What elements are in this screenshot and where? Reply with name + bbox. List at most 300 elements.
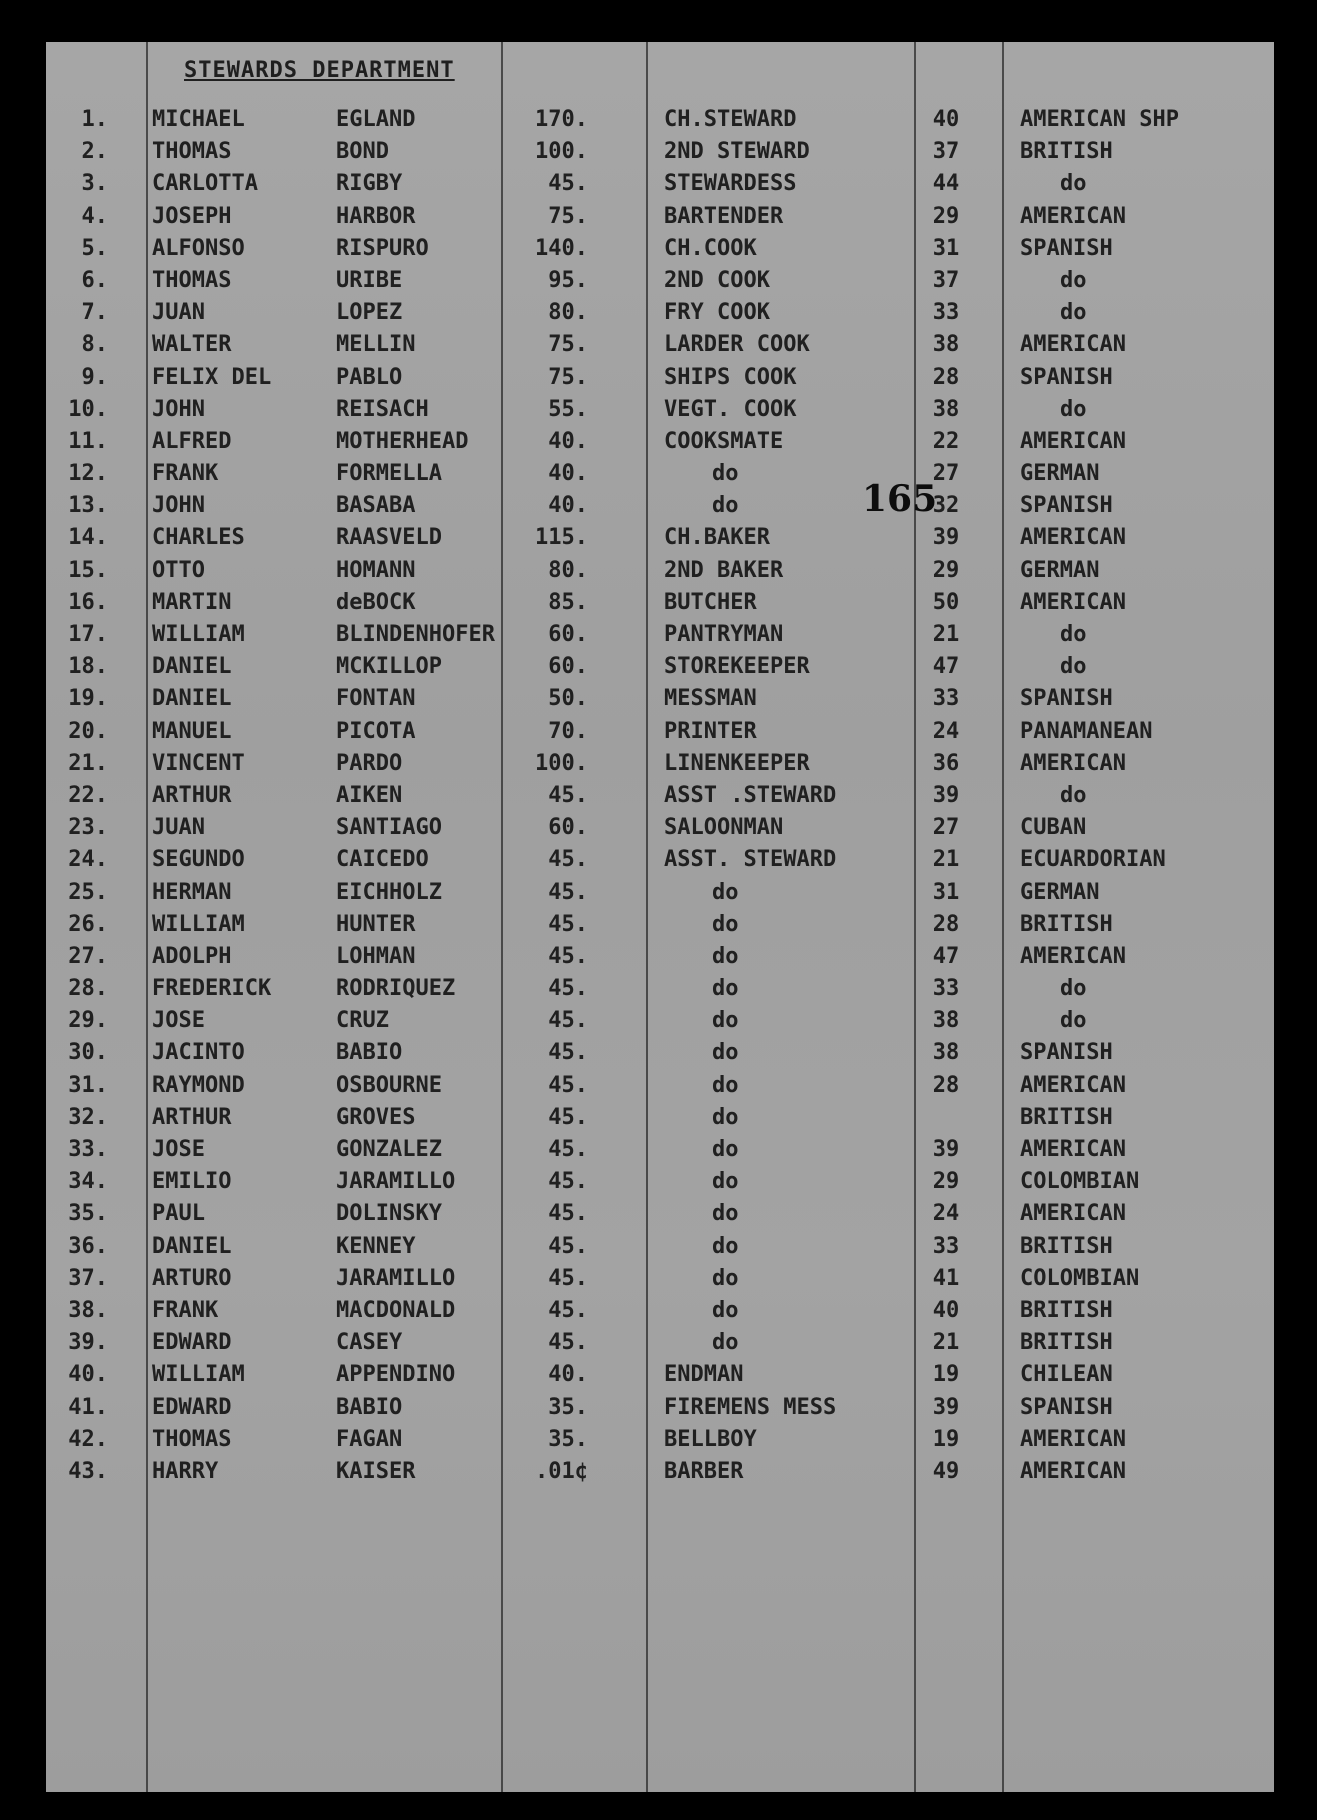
- crew-age: 24: [932, 718, 960, 744]
- crew-row: [46, 651, 1274, 683]
- crew-rating: LINENKEEPER: [664, 750, 810, 776]
- crew-number: 1.: [81, 107, 108, 132]
- crew-last-name: HARBOR: [336, 203, 416, 229]
- crew-last-name: HUNTER: [336, 911, 416, 937]
- crew-nationality: AMERICAN: [1020, 943, 1126, 969]
- crew-nationality: PANAMANEAN: [1020, 718, 1153, 744]
- crew-first-name: WILLIAM: [152, 622, 245, 647]
- crew-age: 27: [932, 461, 960, 487]
- crew-first-name: PAUL: [152, 1201, 205, 1227]
- crew-nationality: GERMAN: [1020, 461, 1100, 487]
- crew-number: 23.: [68, 815, 108, 841]
- crew-pay: 75.: [548, 364, 588, 390]
- crew-last-name: JARAMILLO: [336, 1169, 456, 1195]
- crew-first-name: JOHN: [152, 493, 205, 519]
- crew-row: [46, 362, 1274, 394]
- crew-pay: 45.: [548, 1297, 588, 1323]
- crew-pay: 115.: [535, 525, 588, 551]
- crew-last-name: CRUZ: [336, 1008, 389, 1034]
- crew-pay: 45.: [548, 943, 588, 969]
- crew-nationality: AMERICAN: [1020, 1458, 1126, 1484]
- crew-number: 34.: [68, 1169, 108, 1195]
- crew-row: [46, 522, 1274, 554]
- crew-row: [46, 1263, 1274, 1295]
- crew-first-name: JACINTO: [152, 1040, 245, 1066]
- crew-pay: 45.: [548, 1169, 588, 1195]
- crew-rating: do: [712, 976, 739, 1002]
- crew-row: [46, 1037, 1274, 1069]
- crew-number: 18.: [68, 654, 108, 680]
- crew-first-name: VINCENT: [152, 750, 245, 776]
- crew-pay: .01¢: [535, 1458, 588, 1484]
- crew-nationality: do: [1060, 1008, 1087, 1034]
- crew-nationality: BRITISH: [1020, 1104, 1113, 1130]
- stamp-number: 165: [862, 478, 938, 520]
- crew-nationality: SPANISH: [1020, 1394, 1113, 1420]
- crew-nationality: AMERICAN: [1020, 1201, 1126, 1227]
- crew-rating: do: [712, 1297, 739, 1323]
- crew-rating: do: [712, 1265, 739, 1291]
- crew-pay: 45.: [548, 782, 588, 808]
- crew-row: [46, 973, 1274, 1005]
- crew-first-name: MARTIN: [152, 589, 232, 615]
- crew-row: [46, 1005, 1274, 1037]
- crew-nationality: AMERICAN SHP: [1020, 107, 1179, 132]
- crew-nationality: do: [1060, 396, 1087, 422]
- crew-nationality: GERMAN: [1020, 879, 1100, 905]
- crew-row: [46, 1166, 1274, 1198]
- crew-pay: 170.: [535, 107, 588, 132]
- crew-first-name: MICHAEL: [152, 107, 245, 132]
- crew-rating: SHIPS COOK: [664, 364, 797, 390]
- crew-nationality: AMERICAN: [1020, 1072, 1126, 1098]
- department-title: STEWARDS DEPARTMENT: [184, 58, 455, 83]
- crew-age: 29: [932, 203, 960, 229]
- crew-first-name: SEGUNDO: [152, 847, 245, 873]
- crew-last-name: REISACH: [336, 396, 429, 422]
- crew-pay: 45.: [548, 879, 588, 905]
- crew-number: 43.: [68, 1458, 108, 1484]
- crew-number: 7.: [81, 300, 108, 326]
- crew-rating: 2ND COOK: [664, 267, 770, 293]
- crew-row: [46, 941, 1274, 973]
- crew-age: 37: [932, 267, 960, 293]
- crew-age: 28: [932, 364, 960, 390]
- crew-number: 6.: [81, 267, 108, 293]
- crew-last-name: LOPEZ: [336, 300, 403, 326]
- crew-last-name: EICHHOLZ: [336, 879, 442, 905]
- crew-pay: 75.: [548, 332, 588, 358]
- crew-rating: ENDMAN: [664, 1362, 744, 1388]
- crew-last-name: MCKILLOP: [336, 654, 442, 680]
- crew-number: 30.: [68, 1040, 108, 1066]
- crew-nationality: AMERICAN: [1020, 203, 1126, 229]
- crew-row: [46, 716, 1274, 748]
- crew-pay: 45.: [548, 1233, 588, 1259]
- crew-number: 25.: [68, 879, 108, 905]
- crew-nationality: do: [1060, 622, 1087, 647]
- crew-age: 29: [932, 1169, 960, 1195]
- crew-pay: 100.: [535, 139, 588, 165]
- crew-number: 41.: [68, 1394, 108, 1420]
- crew-number: 26.: [68, 911, 108, 937]
- crew-rating: BUTCHER: [664, 589, 757, 615]
- crew-rating: do: [712, 1072, 739, 1098]
- crew-first-name: FREDERICK: [152, 976, 272, 1002]
- crew-first-name: HARRY: [152, 1458, 219, 1484]
- crew-number: 3.: [81, 171, 108, 197]
- crew-number: 4.: [81, 203, 108, 229]
- crew-pay: 55.: [548, 396, 588, 422]
- crew-nationality: SPANISH: [1020, 493, 1113, 519]
- crew-pay: 60.: [548, 815, 588, 841]
- crew-last-name: JARAMILLO: [336, 1265, 456, 1291]
- crew-last-name: LOHMAN: [336, 943, 416, 969]
- crew-last-name: URIBE: [336, 267, 403, 293]
- crew-row: [46, 297, 1274, 329]
- crew-first-name: CARLOTTA: [152, 171, 258, 197]
- crew-number: 27.: [68, 943, 108, 969]
- crew-nationality: AMERICAN: [1020, 428, 1126, 454]
- crew-pay: 45.: [548, 1072, 588, 1098]
- crew-age: 29: [932, 557, 960, 583]
- crew-last-name: CAICEDO: [336, 847, 429, 873]
- crew-row: [46, 555, 1274, 587]
- crew-first-name: DANIEL: [152, 654, 232, 680]
- crew-number: 37.: [68, 1265, 108, 1291]
- crew-pay: 35.: [548, 1426, 588, 1452]
- crew-nationality: BRITISH: [1020, 1233, 1113, 1259]
- crew-row: [46, 426, 1274, 458]
- crew-rating: CH.STEWARD: [664, 107, 797, 132]
- crew-first-name: THOMAS: [152, 267, 232, 293]
- crew-age: 39: [932, 525, 960, 551]
- crew-row: [46, 812, 1274, 844]
- crew-number: 20.: [68, 718, 108, 744]
- crew-pay: 45.: [548, 1265, 588, 1291]
- crew-last-name: BOND: [336, 139, 389, 165]
- crew-number: 22.: [68, 782, 108, 808]
- crew-first-name: OTTO: [152, 557, 205, 583]
- crew-first-name: THOMAS: [152, 139, 232, 165]
- crew-age: 27: [932, 815, 960, 841]
- crew-number: 19.: [68, 686, 108, 712]
- crew-nationality: do: [1060, 654, 1087, 680]
- crew-pay: 45.: [548, 911, 588, 937]
- crew-number: 17.: [68, 622, 108, 647]
- crew-rating: do: [712, 461, 739, 487]
- crew-last-name: deBOCK: [336, 589, 416, 615]
- crew-last-name: PICOTA: [336, 718, 416, 744]
- crew-nationality: do: [1060, 300, 1087, 326]
- crew-number: 40.: [68, 1362, 108, 1388]
- crew-age: 21: [932, 622, 960, 647]
- crew-age: 50: [932, 589, 960, 615]
- crew-number: 28.: [68, 976, 108, 1002]
- crew-nationality: do: [1060, 171, 1087, 197]
- crew-last-name: FAGAN: [336, 1426, 403, 1452]
- crew-row: [46, 1198, 1274, 1230]
- crew-last-name: BABIO: [336, 1040, 403, 1066]
- crew-rating: do: [712, 1040, 739, 1066]
- crew-last-name: FORMELLA: [336, 461, 442, 487]
- crew-first-name: ARTHUR: [152, 782, 232, 808]
- crew-nationality: do: [1060, 267, 1087, 293]
- crew-number: 31.: [68, 1072, 108, 1098]
- crew-row: [46, 394, 1274, 426]
- crew-age: 31: [932, 235, 960, 261]
- crew-pay: 70.: [548, 718, 588, 744]
- crew-number: 13.: [68, 493, 108, 519]
- crew-first-name: HERMAN: [152, 879, 232, 905]
- crew-rating: do: [712, 1169, 739, 1195]
- crew-last-name: EGLAND: [336, 107, 416, 132]
- crew-nationality: AMERICAN: [1020, 525, 1126, 551]
- crew-number: 33.: [68, 1137, 108, 1162]
- crew-row: [46, 168, 1274, 200]
- crew-last-name: RODRIQUEZ: [336, 976, 456, 1002]
- crew-nationality: COLOMBIAN: [1020, 1169, 1140, 1195]
- crew-pay: 80.: [548, 557, 588, 583]
- crew-first-name: ADOLPH: [152, 943, 232, 969]
- crew-rating: do: [712, 1008, 739, 1034]
- crew-first-name: DANIEL: [152, 686, 232, 712]
- crew-nationality: AMERICAN: [1020, 1426, 1126, 1452]
- crew-first-name: WILLIAM: [152, 1362, 245, 1388]
- crew-first-name: WILLIAM: [152, 911, 245, 937]
- crew-rating: BELLBOY: [664, 1426, 757, 1452]
- crew-age: 33: [932, 976, 960, 1002]
- crew-age: 39: [932, 1137, 960, 1162]
- crew-pay: 45.: [548, 1008, 588, 1034]
- crew-pay: 40.: [548, 493, 588, 519]
- crew-pay: 35.: [548, 1394, 588, 1420]
- crew-last-name: RISPURO: [336, 235, 429, 261]
- crew-first-name: RAYMOND: [152, 1072, 245, 1098]
- crew-row: [46, 909, 1274, 941]
- crew-rating: STOREKEEPER: [664, 654, 810, 680]
- crew-rating: do: [712, 943, 739, 969]
- crew-pay: 45.: [548, 847, 588, 873]
- crew-pay: 45.: [548, 1201, 588, 1227]
- crew-nationality: do: [1060, 782, 1087, 808]
- crew-nationality: AMERICAN: [1020, 589, 1126, 615]
- crew-pay: 140.: [535, 235, 588, 261]
- crew-number: 39.: [68, 1330, 108, 1356]
- crew-number: 10.: [68, 396, 108, 422]
- crew-last-name: AIKEN: [336, 782, 403, 808]
- crew-number: 12.: [68, 461, 108, 487]
- crew-pay: 45.: [548, 1330, 588, 1356]
- crew-first-name: ALFONSO: [152, 235, 245, 261]
- crew-row: [46, 329, 1274, 361]
- crew-first-name: WALTER: [152, 332, 232, 358]
- crew-age: 40: [932, 1297, 960, 1323]
- crew-row: [46, 1070, 1274, 1102]
- crew-pay: 60.: [548, 622, 588, 647]
- crew-rating: do: [712, 1137, 739, 1162]
- crew-rating: VEGT. COOK: [664, 396, 797, 422]
- crew-age: 38: [932, 1040, 960, 1066]
- crew-first-name: EDWARD: [152, 1394, 232, 1420]
- crew-rating: CH.BAKER: [664, 525, 770, 551]
- crew-row: [46, 1102, 1274, 1134]
- crew-age: 33: [932, 300, 960, 326]
- crew-nationality: SPANISH: [1020, 686, 1113, 712]
- crew-number: 5.: [81, 235, 108, 261]
- crew-first-name: FRANK: [152, 1297, 219, 1323]
- crew-age: 39: [932, 1394, 960, 1420]
- crew-pay: 60.: [548, 654, 588, 680]
- crew-age: 19: [932, 1426, 960, 1452]
- crew-pay: 85.: [548, 589, 588, 615]
- crew-last-name: FONTAN: [336, 686, 416, 712]
- crew-list-page: [46, 42, 1274, 1792]
- crew-nationality: COLOMBIAN: [1020, 1265, 1140, 1291]
- crew-age: 19: [932, 1362, 960, 1388]
- crew-last-name: DOLINSKY: [336, 1201, 442, 1227]
- crew-age: 47: [932, 943, 960, 969]
- crew-first-name: CHARLES: [152, 525, 245, 551]
- crew-number: 8.: [81, 332, 108, 358]
- crew-rating: ASST .STEWARD: [664, 782, 837, 808]
- crew-age: 21: [932, 1330, 960, 1356]
- crew-rating: do: [712, 1233, 739, 1259]
- crew-last-name: HOMANN: [336, 557, 416, 583]
- crew-last-name: BLINDENHOFER: [336, 622, 495, 647]
- crew-nationality: BRITISH: [1020, 1297, 1113, 1323]
- crew-last-name: GONZALEZ: [336, 1137, 442, 1162]
- crew-number: 9.: [81, 364, 108, 390]
- crew-row: [46, 104, 1274, 136]
- crew-rating: do: [712, 911, 739, 937]
- crew-row: [46, 1424, 1274, 1456]
- crew-last-name: PARDO: [336, 750, 403, 776]
- crew-age: 31: [932, 879, 960, 905]
- crew-row: [46, 844, 1274, 876]
- crew-row: [46, 201, 1274, 233]
- crew-row: [46, 1456, 1274, 1488]
- crew-first-name: JOSEPH: [152, 203, 232, 229]
- crew-last-name: GROVES: [336, 1104, 416, 1130]
- crew-rating: BARTENDER: [664, 203, 784, 229]
- crew-first-name: JOSE: [152, 1008, 205, 1034]
- crew-pay: 40.: [548, 1362, 588, 1388]
- crew-row: [46, 136, 1274, 168]
- crew-age: 49: [932, 1458, 960, 1484]
- crew-last-name: MELLIN: [336, 332, 416, 358]
- crew-number: 2.: [81, 139, 108, 165]
- crew-last-name: RAASVELD: [336, 525, 442, 551]
- crew-rating: SALOONMAN: [664, 815, 784, 841]
- crew-nationality: SPANISH: [1020, 1040, 1113, 1066]
- crew-nationality: SPANISH: [1020, 235, 1113, 261]
- crew-number: 11.: [68, 428, 108, 454]
- crew-number: 14.: [68, 525, 108, 551]
- crew-row: [46, 1231, 1274, 1263]
- crew-nationality: AMERICAN: [1020, 750, 1126, 776]
- crew-age: 21: [932, 847, 960, 873]
- crew-last-name: SANTIAGO: [336, 815, 442, 841]
- crew-last-name: OSBOURNE: [336, 1072, 442, 1098]
- crew-last-name: KENNEY: [336, 1233, 416, 1259]
- crew-age: 39: [932, 782, 960, 808]
- crew-row: [46, 877, 1274, 909]
- crew-number: 16.: [68, 589, 108, 615]
- crew-last-name: BABIO: [336, 1394, 403, 1420]
- crew-last-name: MOTHERHEAD: [336, 428, 469, 454]
- crew-age: 36: [932, 750, 960, 776]
- crew-rating: STEWARDESS: [664, 171, 797, 197]
- crew-nationality: AMERICAN: [1020, 332, 1126, 358]
- crew-first-name: DANIEL: [152, 1233, 232, 1259]
- crew-number: 29.: [68, 1008, 108, 1034]
- crew-last-name: PABLO: [336, 364, 403, 390]
- crew-pay: 75.: [548, 203, 588, 229]
- crew-first-name: JUAN: [152, 300, 205, 326]
- crew-nationality: do: [1060, 976, 1087, 1002]
- crew-first-name: ARTHUR: [152, 1104, 232, 1130]
- crew-age: 41: [932, 1265, 960, 1291]
- crew-number: 42.: [68, 1426, 108, 1452]
- crew-rating: FRY COOK: [664, 300, 770, 326]
- crew-pay: 45.: [548, 976, 588, 1002]
- crew-pay: 100.: [535, 750, 588, 776]
- crew-nationality: BRITISH: [1020, 139, 1113, 165]
- crew-nationality: BRITISH: [1020, 1330, 1113, 1356]
- crew-rating: do: [712, 1104, 739, 1130]
- crew-last-name: KAISER: [336, 1458, 416, 1484]
- crew-number: 32.: [68, 1104, 108, 1130]
- crew-pay: 40.: [548, 461, 588, 487]
- crew-first-name: ALFRED: [152, 428, 232, 454]
- crew-last-name: CASEY: [336, 1330, 403, 1356]
- crew-first-name: EDWARD: [152, 1330, 232, 1356]
- crew-first-name: MANUEL: [152, 718, 232, 744]
- crew-first-name: JOSE: [152, 1137, 205, 1162]
- crew-last-name: BASABA: [336, 493, 416, 519]
- crew-row: [46, 265, 1274, 297]
- crew-age: 28: [932, 911, 960, 937]
- crew-age: 38: [932, 396, 960, 422]
- crew-number: 38.: [68, 1297, 108, 1323]
- crew-row: [46, 458, 1274, 490]
- crew-number: 35.: [68, 1201, 108, 1227]
- crew-first-name: EMILIO: [152, 1169, 232, 1195]
- crew-age: 40: [932, 107, 960, 132]
- crew-rating: do: [712, 879, 739, 905]
- crew-row: [46, 683, 1274, 715]
- crew-number: 21.: [68, 750, 108, 776]
- crew-rating: COOKSMATE: [664, 428, 784, 454]
- crew-nationality: ECUARDORIAN: [1020, 847, 1166, 873]
- crew-pay: 80.: [548, 300, 588, 326]
- crew-rating: do: [712, 1201, 739, 1227]
- crew-age: 24: [932, 1201, 960, 1227]
- crew-first-name: JOHN: [152, 396, 205, 422]
- crew-nationality: CHILEAN: [1020, 1362, 1113, 1388]
- crew-row: [46, 1134, 1274, 1166]
- crew-age: 33: [932, 1233, 960, 1259]
- crew-row: [46, 780, 1274, 812]
- crew-nationality: BRITISH: [1020, 911, 1113, 937]
- crew-age: 44: [932, 171, 960, 197]
- crew-pay: 45.: [548, 171, 588, 197]
- crew-rating: BARBER: [664, 1458, 744, 1484]
- crew-last-name: MACDONALD: [336, 1297, 456, 1323]
- crew-nationality: GERMAN: [1020, 557, 1100, 583]
- crew-rating: CH.COOK: [664, 235, 757, 261]
